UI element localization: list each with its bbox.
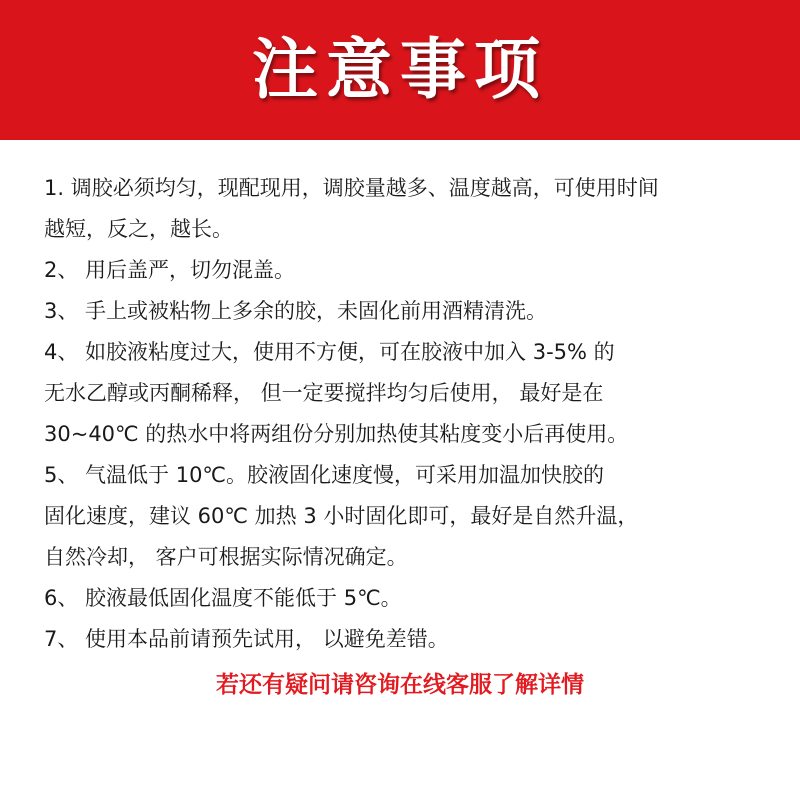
header-banner: [0, 0, 800, 140]
customer-service-notice: 若还有疑问请咨询在线客服了解详情: [216, 672, 584, 698]
instruction-line: 无水乙醇或丙酮稀释， 但一定要搅拌均匀后使用， 最好是在: [44, 381, 604, 405]
instruction-line: 6、 胶液最低固化温度不能低于 5℃。: [44, 586, 402, 610]
instruction-line: 1. 调胶必须均匀，现配现用，调胶量越多、温度越高，可使用时间: [44, 176, 659, 200]
instruction-item-3: [44, 291, 764, 332]
instruction-line: 5、 气温低于 10℃。胶液固化速度慢，可采用加温加快胶的: [44, 463, 605, 487]
instruction-line: 3、 手上或被粘物上多余的胶，未固化前用酒精清洗。: [44, 299, 548, 323]
instruction-item-2: [44, 250, 764, 291]
instruction-line: 自然冷却， 客户可根据实际情况确定。: [44, 545, 408, 569]
instruction-line: 30~40℃ 的热水中将两组份分别加热使其粘度变小后再使用。: [44, 422, 629, 446]
instruction-item-7: [44, 619, 764, 660]
instruction-item-6: [44, 578, 764, 619]
instruction-item-5: [44, 455, 764, 578]
instruction-item-1: [44, 168, 764, 250]
instruction-line: 2、 用后盖严，切勿混盖。: [44, 258, 296, 282]
instruction-line: 越短，反之，越长。: [44, 217, 233, 241]
instruction-line: 7、 使用本品前请预先试用， 以避免差错。: [44, 627, 449, 651]
instructions-list: [44, 168, 764, 660]
instruction-line: 4、 如胶液粘度过大，使用不方便，可在胶液中加入 3-5% 的: [44, 340, 615, 364]
instruction-line: 固化速度，建议 60℃ 加热 3 小时固化即可，最好是自然升温，: [44, 504, 639, 528]
page-title: 注意事项: [252, 31, 548, 108]
instruction-item-4: [44, 332, 764, 455]
